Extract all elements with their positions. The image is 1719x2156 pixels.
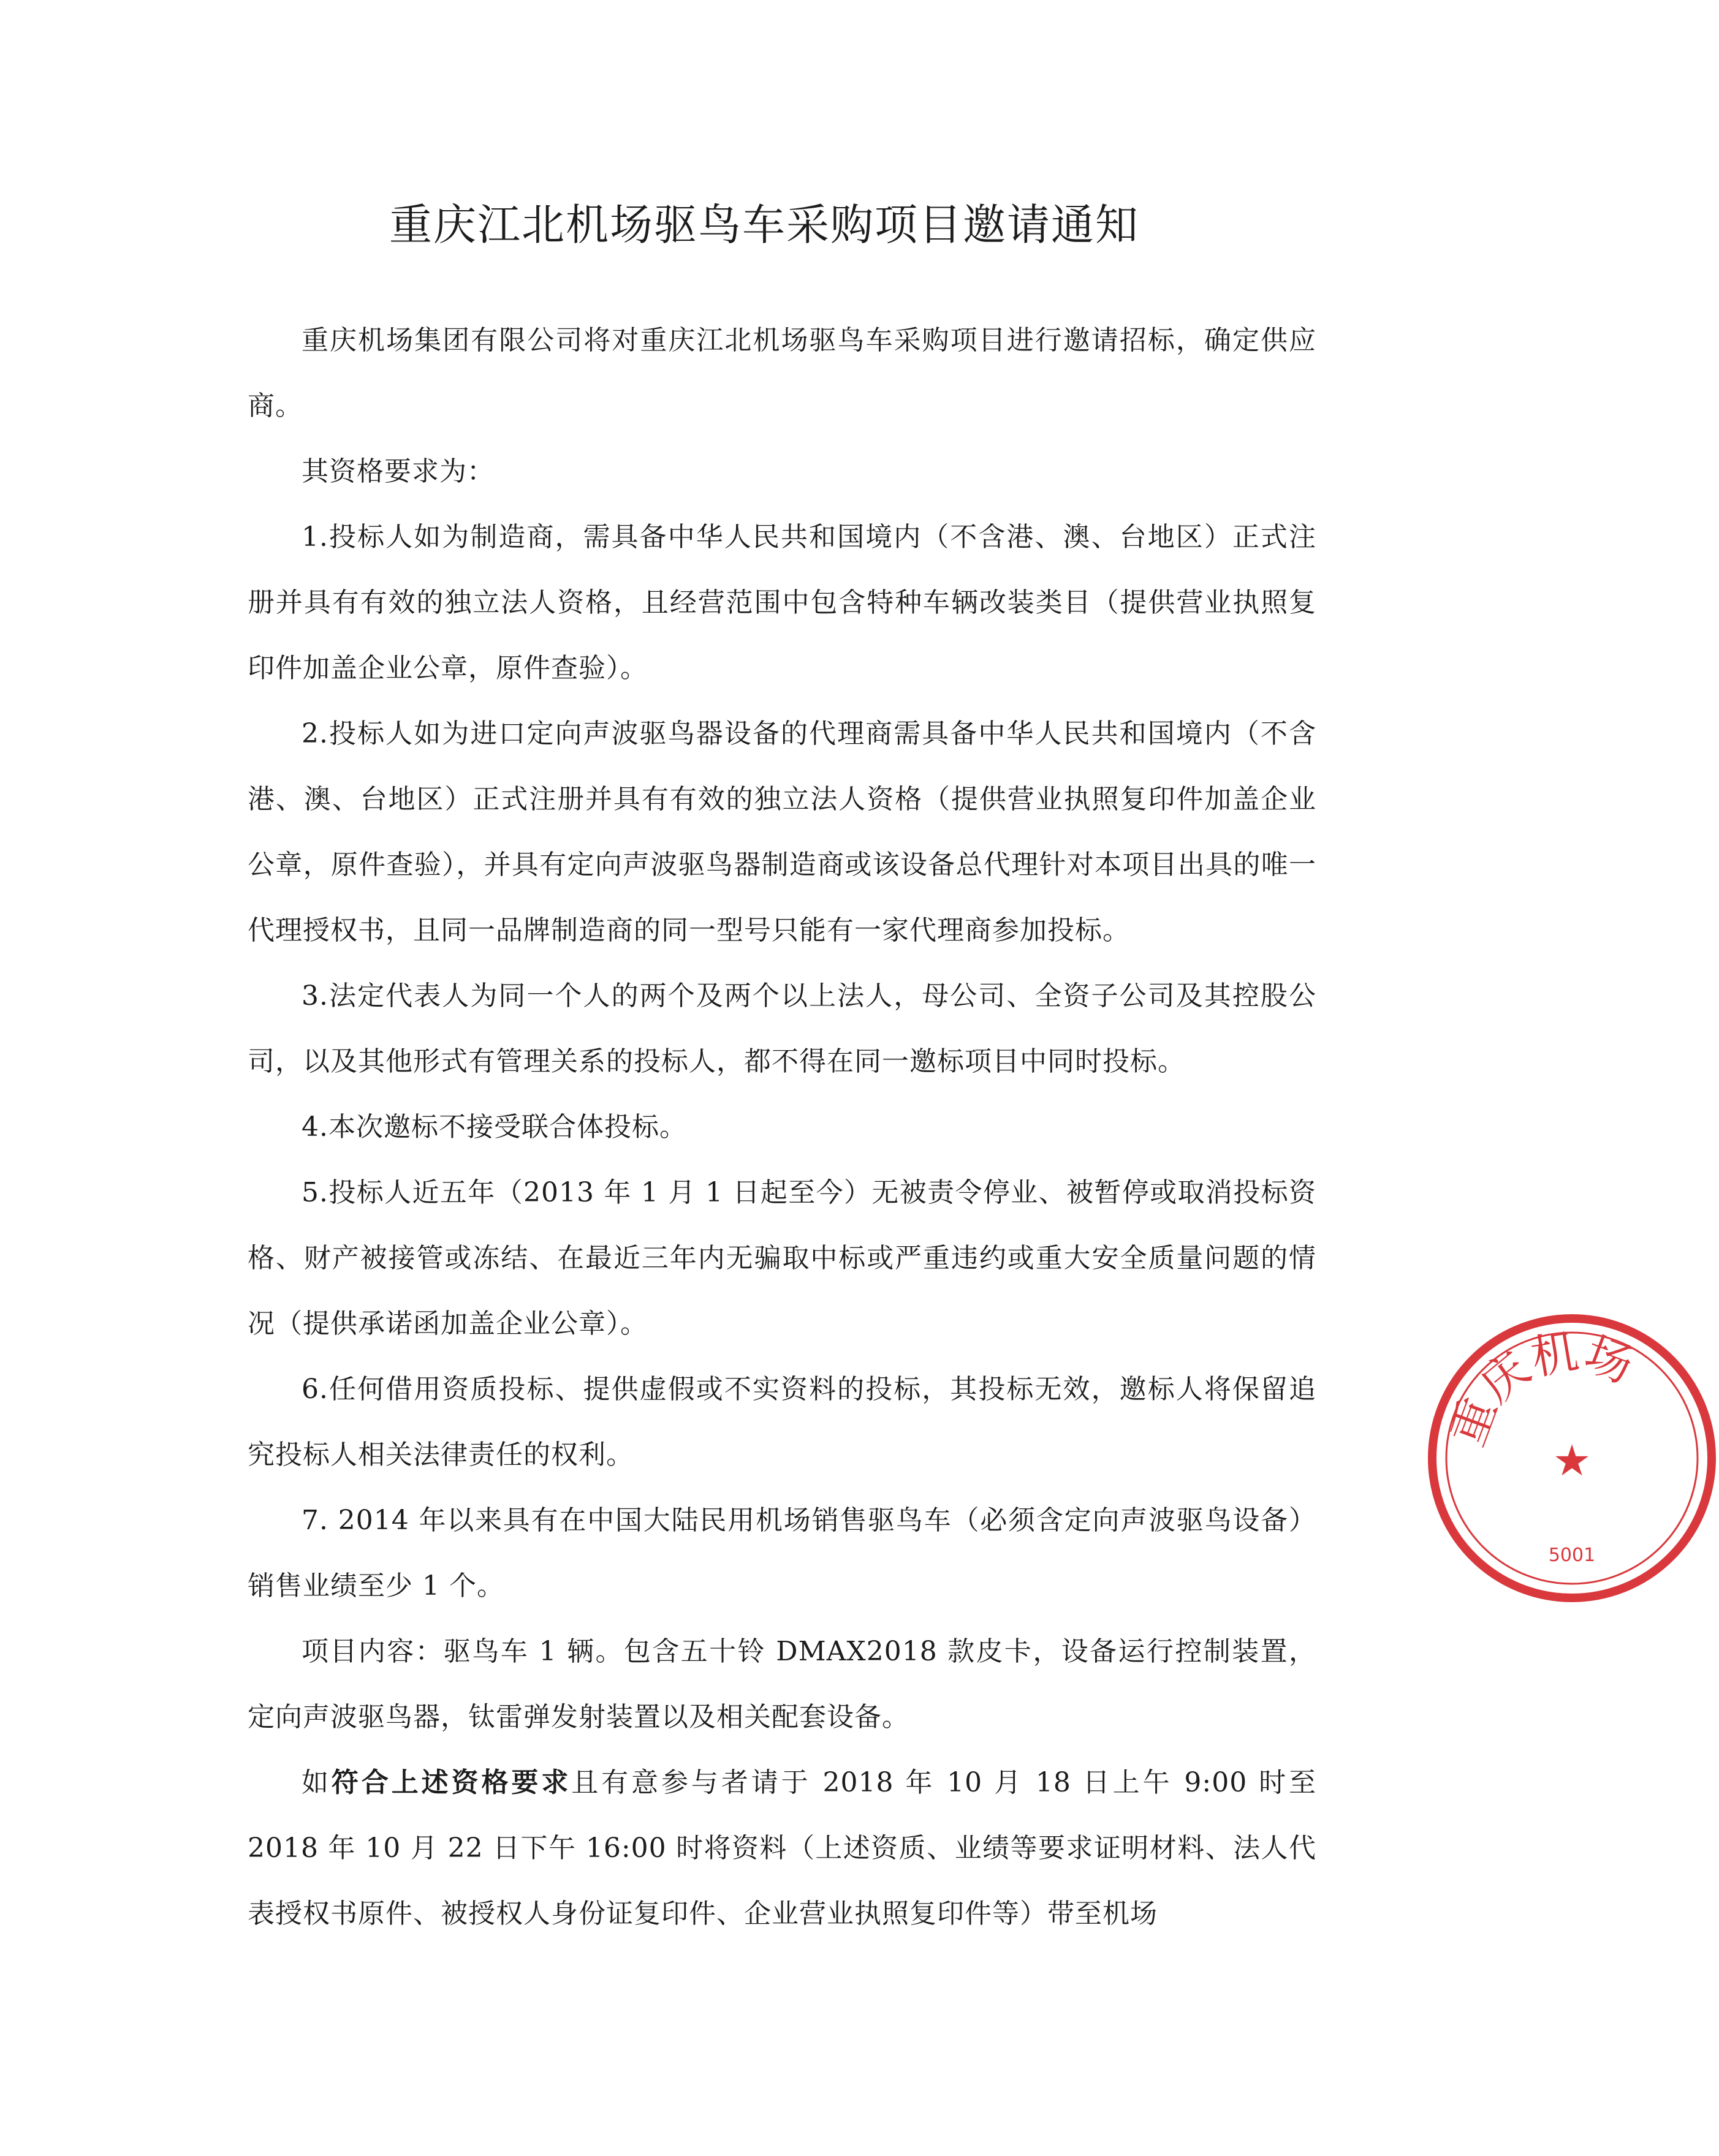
- company-seal: [1425, 1311, 1719, 1605]
- seal-star-icon: ★: [1552, 1435, 1592, 1486]
- requirement-item: 2.投标人如为进口定向声波驱鸟器设备的代理商需具备中华人民共和国境内（不含港、澳、台地区）正式注册并具有有效的独立法人资格（提供营业执照复印件加盖企业公章，原件查验），并具有定向声波驱鸟器制造商或该设备总代理针对本项目出具的唯一代理授权书，且同一品牌制造商的同一型号只能有一家代理商参加投标。: [248, 718, 1316, 946]
- requirement-item: 5.投标人近五年（2013 年 1 月 1 日起至今）无被责令停业、被暂停或取消投标资格、财产被接管或冻结、在最近三年内无骗取中标或严重违约或重大安全质量问题的情况（提供承诺函加盖企业公章）。: [248, 1177, 1316, 1339]
- closing-prefix: 如: [302, 1767, 332, 1798]
- seal-name: 重庆机场: [1440, 1323, 1641, 1453]
- seal-code: 5001: [1548, 1545, 1596, 1566]
- closing-rest: 且有意参与者请于 2018 年 10 月 18 日上午 9:00 时至 2018 年 10 月 22 日下午 16:00 时将资料（上述资质、业绩等要求证明材料、法人代表授权书原件、被授权人身份证复印件、企业营业执照复印件等）带至机场: [248, 1767, 1317, 1929]
- closing-emphasis: 符合上述资格要求: [331, 1767, 572, 1798]
- requirement-item: 1.投标人如为制造商，需具备中华人民共和国境内（不含港、澳、台地区）正式注册并具有有效的独立法人资格，且经营范围中包含特种车辆改装类目（提供营业执照复印件加盖企业公章，原件查验）。: [248, 521, 1316, 684]
- requirement-item: 6.任何借用资质投标、提供虚假或不实资料的投标，其投标无效，邀标人将保留追究投标人相关法律责任的权利。: [248, 1374, 1316, 1470]
- requirement-item: 4.本次邀标不接受联合体投标。: [302, 1111, 687, 1143]
- document-title: 重庆江北机场驱鸟车采购项目邀请通知: [389, 200, 1139, 250]
- intro-paragraph: 重庆机场集团有限公司将对重庆江北机场驱鸟车采购项目进行邀请招标，确定供应商。: [248, 325, 1316, 422]
- project-content-paragraph: 项目内容：驱鸟车 1 辆。包含五十铃 DMAX2018 款皮卡，设备运行控制装置，定向声波驱鸟器，钛雷弹发射装置以及相关配套设备。: [248, 1636, 1316, 1733]
- closing-paragraph: [248, 1750, 1316, 1946]
- requirement-item: 3.法定代表人为同一个人的两个及两个以上法人，母公司、全资子公司及其控股公司，以及其他形式有管理关系的投标人，都不得在同一邀标项目中同时投标。: [248, 980, 1316, 1077]
- requirements-heading: 其资格要求为：: [302, 456, 495, 487]
- document-body: [248, 308, 1316, 1946]
- requirement-item: 7. 2014 年以来具有在中国大陆民用机场销售驱鸟车（必须含定向声波驱鸟设备）销售业绩至少 1 个。: [248, 1505, 1316, 1602]
